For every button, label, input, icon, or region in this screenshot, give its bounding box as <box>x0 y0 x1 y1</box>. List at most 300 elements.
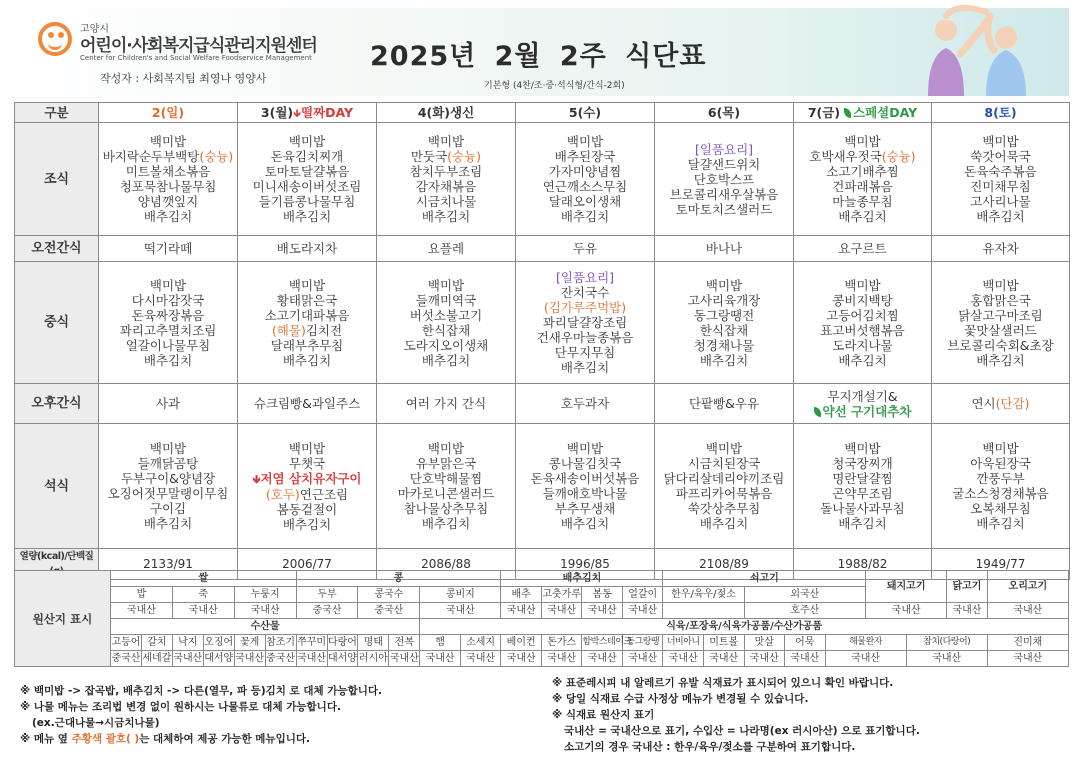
snack-cell: 배도라지차 <box>238 236 377 262</box>
menu-item: 청국장찌개 <box>832 456 893 471</box>
note-line: ※ 표준레시피 내 알레르기 유발 식재료가 표시되어 있으니 확인 바랍니다. <box>552 677 894 689</box>
origin-table-wrap <box>14 570 1069 667</box>
origin-item: 베이컨 <box>501 635 542 651</box>
menu-item: 꽈리달걀장조림 <box>542 315 628 330</box>
origin-value <box>663 603 744 619</box>
menu-item: 청경채나물 <box>693 337 755 353</box>
origin-item: 소세지 <box>460 635 501 651</box>
special-menu-tag: [일품요리] <box>694 141 754 157</box>
corner-label: 구분 <box>15 103 99 123</box>
menu-cell <box>655 424 794 549</box>
menu-cell <box>377 424 516 549</box>
meal-label-am-snack: 오전간식 <box>15 236 99 262</box>
origin-value: 국내산 <box>622 651 663 667</box>
origin-value: 국내산 <box>296 651 327 667</box>
menu-item: 배추김치 <box>143 352 193 368</box>
menu-item: 호박새우젓국(숭늉) <box>809 149 916 164</box>
down-arrow-icon: 🡻 <box>293 106 302 120</box>
origin-item: 참조기 <box>265 635 296 651</box>
menu-item: 고등어김치찜 <box>826 307 899 323</box>
calorie-cell: 2086/88 <box>377 549 516 580</box>
snack-cell: 슈크림빵&과일주스 <box>238 384 377 424</box>
menu-item: 미트볼채소볶음 <box>125 164 211 179</box>
snack-cell: 연시(단감) <box>932 384 1070 424</box>
origin-item: 꽃게 <box>234 635 265 651</box>
menu-cell <box>99 123 238 236</box>
origin-value: 국내산 <box>866 603 947 619</box>
origin-group-kimchi: 배추김치 <box>501 571 663 587</box>
origin-row-3 <box>15 603 1069 619</box>
origin-value: 국내산 <box>987 603 1068 619</box>
menu-cell <box>655 123 794 236</box>
menu-item: 마늘종무침 <box>832 194 893 209</box>
origin-item: 명태 <box>358 635 389 651</box>
center-logo-icon <box>38 22 72 56</box>
menu-item: 콩나물김칫국 <box>548 456 622 471</box>
meal-label-dinner: 석식 <box>15 424 99 549</box>
origin-item: 고등어 <box>110 635 141 651</box>
origin-value: 국내산 <box>663 651 704 667</box>
menu-item: (호두)연근조림 <box>265 486 349 502</box>
note-line: ※ 메뉴 옆 주황색 괄호( )는 대체하여 제공 가능한 메뉴입니다. <box>20 733 310 745</box>
origin-item: 해물완자 <box>825 635 906 651</box>
calorie-cell: 1988/82 <box>794 549 932 580</box>
menu-item: 토마토치즈샐러드 <box>675 201 773 217</box>
menu-item: 명란달걀찜 <box>832 471 893 486</box>
calorie-cell: 2133/91 <box>99 549 238 580</box>
meal-label-pm-snack: 오후간식 <box>15 384 99 424</box>
origin-item: 배추 <box>501 587 542 603</box>
origin-value: 중국산 <box>110 651 141 667</box>
note-line: ※ 나물 메뉴는 조리법 변경 없이 원하시는 나물류로 대체 가능합니다. <box>20 701 341 713</box>
snack-cell: 요구르트 <box>794 236 932 262</box>
day-header-mon: 3(월)🡻떨짜DAY <box>238 103 377 123</box>
menu-cell <box>794 123 932 236</box>
origin-value: 대서양 <box>203 651 234 667</box>
menu-item: 다시마감잣국 <box>131 292 205 308</box>
am-snack-row <box>15 236 1070 262</box>
menu-item: 깐풍두부 <box>976 471 1025 486</box>
menu-item: 배추김치 <box>143 516 193 531</box>
origin-item: 진미채 <box>987 635 1068 651</box>
menu-item: 백미밥 <box>427 134 465 149</box>
origin-item: 맛살 <box>744 635 785 651</box>
origin-value: 국내산 <box>389 651 420 667</box>
menu-cell <box>99 424 238 549</box>
center-name: 어린이·사회복지급식관리지원센터 <box>80 36 317 56</box>
origin-group-seafood: 수산물 <box>110 619 419 635</box>
calorie-cell: 2006/77 <box>238 549 377 580</box>
menu-cell <box>794 262 932 384</box>
calorie-cell: 1949/77 <box>932 549 1070 580</box>
menu-cell <box>238 123 377 236</box>
menu-item: 들깨닭곰탕 <box>137 456 199 471</box>
menu-item: 연근깨소스무침 <box>542 179 628 194</box>
day-header-row <box>15 103 1070 123</box>
menu-cell <box>932 123 1070 236</box>
note-line: 소고기의 경우 국내산 : 한우/육우/젖소를 구분하여 표기합니다. <box>564 741 856 753</box>
menu-cell <box>516 424 655 549</box>
menu-item: 배추김치 <box>282 516 332 532</box>
origin-value: 국내산 <box>744 651 785 667</box>
origin-item: 고춧가루 <box>541 587 582 603</box>
menu-item: 배추김치 <box>838 516 887 531</box>
meal-label-lunch: 중식 <box>15 262 99 384</box>
menu-item: 달걀샌드위치 <box>687 156 761 172</box>
menu-item: 굴소스청경채볶음 <box>952 486 1049 501</box>
menu-item: 백미밥 <box>982 134 1019 149</box>
menu-item: 닭다리살데리야끼조림 <box>663 471 785 486</box>
menu-item: (해물)김치전 <box>271 322 343 338</box>
origin-value: 국내산 <box>906 651 987 667</box>
origin-value: 국내산 <box>825 651 906 667</box>
menu-item: 배추김치 <box>282 352 332 368</box>
origin-chicken: 닭고기 <box>947 571 988 603</box>
menu-item: 홍합맑은국 <box>970 292 1031 308</box>
menu-item: 쑥갓상추무침 <box>687 501 761 516</box>
menu-item: 배추김치 <box>699 352 749 368</box>
menu-item: 무챗국 <box>288 455 326 471</box>
menu-cell <box>238 262 377 384</box>
menu-item: 시금치나물 <box>415 194 477 209</box>
menu-item: 돈육새송이버섯볶음 <box>530 471 640 486</box>
origin-value: 국내산 <box>501 651 542 667</box>
down-arrow-icon: 🡻 <box>252 472 261 486</box>
lunch-row <box>15 262 1070 384</box>
menu-cell <box>377 123 516 236</box>
menu-item: 한식잡채 <box>421 322 471 338</box>
origin-value: 중국산 <box>358 603 420 619</box>
pm-snack-row <box>15 384 1070 424</box>
note-line: ※ 당일 식재료 수급 사정상 메뉴가 변경될 수 있습니다. <box>552 693 809 705</box>
snack-cell <box>794 384 932 424</box>
menu-item: 유부맑은국 <box>415 456 477 471</box>
origin-duck: 오리고기 <box>987 571 1068 603</box>
menu-item: 백미밥 <box>288 440 326 456</box>
origin-label: 원산지 표시 <box>15 571 111 667</box>
author-line: 작성자 : 사회복지팀 최영나 영양사 <box>100 72 267 85</box>
origin-item: 콩비지 <box>420 587 501 603</box>
menu-item: 백미밥 <box>288 134 326 149</box>
menu-item: 배추된장국 <box>554 149 616 164</box>
menu-item: 🡻저염 삼치유자구이 <box>252 470 362 486</box>
menu-item: 백미밥 <box>705 277 743 293</box>
menu-item: 백미밥 <box>149 134 187 149</box>
note-line: (ex.근대나물→시금치나물) <box>32 717 160 729</box>
menu-item: 버섯소불고기 <box>409 307 483 323</box>
menu-item: 건파래볶음 <box>832 179 893 194</box>
menu-item: 황태맑은국 <box>276 292 338 308</box>
menu-item: 무지개설기& <box>827 388 898 404</box>
snack-cell: 요플레 <box>377 236 516 262</box>
menu-item: 구이김 <box>149 501 187 516</box>
menu-item: 배추김치 <box>560 360 610 375</box>
menu-item: 가자미양념찜 <box>548 164 622 179</box>
meal-label-breakfast: 조식 <box>15 123 99 236</box>
snack-cell: 떡기라떼 <box>99 236 238 262</box>
menu-item: 고사리나물 <box>970 194 1031 209</box>
origin-value: 국내산 <box>541 603 582 619</box>
menu-item: 배추김치 <box>282 209 332 224</box>
menu-item: 배추김치 <box>421 209 471 224</box>
origin-value: 국내산 <box>501 603 542 619</box>
origin-value: 국내산 <box>947 603 988 619</box>
menu-item: 아욱된장국 <box>970 456 1031 471</box>
menu-item: 들깨미역국 <box>415 292 477 308</box>
menu-item: 오징어젓무말랭이무침 <box>107 486 229 501</box>
menu-item: 표고버섯햄볶음 <box>820 322 905 338</box>
origin-value: 국내산 <box>420 651 461 667</box>
origin-item: 어묵 <box>785 635 826 651</box>
origin-item: 외국산 <box>744 587 866 603</box>
breakfast-row <box>15 123 1070 236</box>
origin-table <box>14 570 1069 667</box>
origin-row-6 <box>15 651 1069 667</box>
menu-item: 백미밥 <box>566 134 604 149</box>
menu-item: 약선 구기대추차 <box>794 404 931 419</box>
origin-value: 대서양 <box>327 651 358 667</box>
origin-item: 한우/육우/젖소 <box>663 587 744 603</box>
menu-item: 백미밥 <box>427 441 465 456</box>
menu-item: 얼갈이나물무침 <box>125 337 211 353</box>
page-subtitle: 기본형 (4찬/조·중·석식형/간식-2회) <box>484 81 625 91</box>
origin-item: 햄 <box>420 635 461 651</box>
origin-value: 국내산 <box>234 651 265 667</box>
note-line: ※ 식재료 원산지 표기 <box>552 709 655 721</box>
menu-item: 브로콜리새우살볶음 <box>669 186 779 202</box>
menu-item: 청포묵참나물무침 <box>119 179 217 194</box>
menu-item: 단무지무침 <box>554 345 616 360</box>
origin-value: 국내산 <box>582 603 623 619</box>
notes-right <box>552 675 1062 755</box>
origin-group-rice: 쌀 <box>110 571 296 587</box>
menu-cell <box>99 262 238 384</box>
origin-item: 갈치 <box>141 635 172 651</box>
menu-item: 참나물상추무침 <box>403 501 489 516</box>
menu-item: 꽃맛살샐러드 <box>964 322 1037 338</box>
origin-value: 세네갈 <box>141 651 172 667</box>
dinner-row <box>15 424 1070 549</box>
snack-cell: 두유 <box>516 236 655 262</box>
origin-item: 동그랑땡 <box>622 635 663 651</box>
origin-item: 콩국수 <box>358 587 420 603</box>
origin-pork: 돼지고기 <box>866 571 947 603</box>
origin-group-beef: 쇠고기 <box>663 571 866 587</box>
menu-item: 진미채무침 <box>970 179 1031 194</box>
menu-cell <box>655 262 794 384</box>
origin-value: 중국산 <box>265 651 296 667</box>
menu-item: 소고기배추찜 <box>826 164 899 179</box>
menu-item: 백미밥 <box>844 134 881 149</box>
origin-row-1 <box>15 571 1069 587</box>
menu-item: 달래오이생채 <box>548 194 622 209</box>
menu-table-wrap <box>14 102 1069 580</box>
menu-item: 백미밥 <box>149 441 187 456</box>
menu-item: 배추김치 <box>838 352 887 368</box>
menu-item: 도라지오이생채 <box>403 337 489 353</box>
origin-item: 참치(다랑어) <box>906 635 987 651</box>
day-header-tue: 4(화)생신 <box>377 103 516 123</box>
center-city: 고양시 <box>80 24 109 35</box>
menu-item: 백미밥 <box>149 277 187 293</box>
menu-item: 미니새송이버섯조림 <box>252 179 362 194</box>
special-menu-tag: [일품요리] <box>555 270 615 285</box>
menu-item: 백미밥 <box>844 277 881 293</box>
menu-item: 꽈리고추멸치조림 <box>119 322 217 338</box>
menu-item: 부추무생채 <box>554 501 616 516</box>
menu-item: 배추김치 <box>421 516 471 531</box>
menu-item: 도라지나물 <box>832 337 893 353</box>
menu-item: 들깨애호박나물 <box>542 486 628 501</box>
weekly-menu-table <box>14 102 1070 580</box>
page-title: 2025년 2월 2주 식단표 <box>370 41 707 72</box>
menu-item: 잔치국수 <box>560 285 610 300</box>
menu-item: 백미밥 <box>566 441 604 456</box>
origin-item: 다랑어 <box>327 635 358 651</box>
origin-value: 국내산 <box>234 603 296 619</box>
elderly-people-illustration-icon <box>886 8 1066 96</box>
menu-item: 배추김치 <box>421 352 471 368</box>
menu-cell <box>516 262 655 384</box>
menu-item: 콩비지백탕 <box>832 292 893 308</box>
menu-item: (김가루주먹밥) <box>543 300 627 315</box>
menu-cell <box>377 262 516 384</box>
snack-cell: 유자차 <box>932 236 1070 262</box>
day-header-sat: 8(토) <box>932 103 1070 123</box>
origin-item: 낙지 <box>172 635 203 651</box>
menu-item: 고사리육개장 <box>687 292 761 308</box>
menu-item: 참치두부조림 <box>409 164 483 179</box>
menu-item: 감자채볶음 <box>415 179 477 194</box>
origin-group-bean: 콩 <box>296 571 501 587</box>
origin-value: 국내산 <box>987 651 1068 667</box>
origin-item: 미트볼 <box>704 635 745 651</box>
menu-item: 배추김치 <box>143 209 193 224</box>
origin-item: 봄동 <box>582 587 623 603</box>
calorie-cell: 2108/89 <box>655 549 794 580</box>
origin-item: 함박스테이크 <box>582 635 623 651</box>
menu-item: 돈육숙주볶음 <box>964 164 1037 179</box>
menu-item: 백미밥 <box>427 277 465 293</box>
origin-value: 호주산 <box>744 603 866 619</box>
menu-item: 만둣국(숭늉) <box>410 149 482 164</box>
leaf-icon <box>814 407 821 417</box>
menu-item: 한식잡채 <box>699 322 749 338</box>
note-line: 국내산 = 국내산으로 표기, 수입산 = 나라명(ex 러시아산) 으로 표기합니다. <box>564 725 920 737</box>
menu-item: 백미밥 <box>982 277 1019 293</box>
menu-item: 단호박해물찜 <box>409 471 483 486</box>
origin-value: 중국산 <box>296 603 358 619</box>
menu-item: 돈육짜장볶음 <box>131 307 205 323</box>
day-header-wed: 5(수) <box>516 103 655 123</box>
origin-group-processed: 식육/포장육/식육가공품/수산가공품 <box>420 619 1069 635</box>
menu-item: 동그랑땡전 <box>693 307 755 323</box>
day-header-sun: 2(일) <box>99 103 238 123</box>
origin-value: 국내산 <box>622 603 663 619</box>
snack-cell: 여러 가지 간식 <box>377 384 516 424</box>
menu-item: 단호박스프 <box>693 171 755 187</box>
origin-item: 죽 <box>172 587 234 603</box>
origin-value: 국내산 <box>110 603 172 619</box>
menu-item: 닭살고구마조림 <box>958 307 1043 323</box>
menu-item: 토마토달걀볶음 <box>264 164 350 179</box>
day-header-fri: 7(금) 스페셜DAY <box>794 103 932 123</box>
menu-cell <box>932 262 1070 384</box>
menu-item: 브로콜리숙회&초장 <box>947 337 1054 353</box>
origin-item: 누룽지 <box>234 587 296 603</box>
menu-item: 배추김치 <box>560 516 610 531</box>
origin-item: 밥 <box>110 587 172 603</box>
menu-item: 두부구이&양념장 <box>120 471 216 486</box>
day-header-thu: 6(목) <box>655 103 794 123</box>
menu-item: 배추김치 <box>560 209 610 224</box>
origin-value: 국내산 <box>172 603 234 619</box>
menu-item: 바지락순두부백탕(숭늉) <box>102 149 234 164</box>
notes-left <box>20 683 540 747</box>
menu-item: 쑥갓어묵국 <box>970 149 1031 164</box>
menu-item: 돌나물사과무침 <box>820 501 905 516</box>
menu-item: 배추김치 <box>976 209 1025 224</box>
origin-row-4 <box>15 619 1069 635</box>
menu-item: 배추김치 <box>976 352 1025 368</box>
calorie-cell: 1996/85 <box>516 549 655 580</box>
note-line: ※ 백미밥 -> 잡곡밥, 배추김치 -> 다른(열무, 파 등)김치 로 대체 가능합니다. <box>20 685 383 697</box>
origin-item: 오징어 <box>203 635 234 651</box>
menu-cell <box>238 424 377 549</box>
menu-item: 백미밥 <box>705 441 743 456</box>
menu-item: 돈육김치찌개 <box>270 149 344 164</box>
menu-item: 파프리카어묵볶음 <box>675 486 773 501</box>
menu-item: 마카로니콘샐러드 <box>397 486 495 501</box>
menu-item: 백미밥 <box>844 441 881 456</box>
origin-value: 국내산 <box>420 603 501 619</box>
origin-value: 국내산 <box>704 651 745 667</box>
origin-item: 얼갈이 <box>622 587 663 603</box>
origin-item: 돈가스 <box>541 635 582 651</box>
menu-item: 소고기대파볶음 <box>264 307 350 323</box>
snack-cell: 바나나 <box>655 236 794 262</box>
menu-item: 건새우마늘종볶음 <box>536 330 634 345</box>
menu-item: 오복채무침 <box>970 501 1031 516</box>
origin-value: 국내산 <box>582 651 623 667</box>
snack-cell: 사과 <box>99 384 238 424</box>
origin-value: 국내산 <box>541 651 582 667</box>
menu-item: 봄동겉절이 <box>276 501 338 517</box>
origin-item: 전복 <box>389 635 420 651</box>
menu-item: 백미밥 <box>982 441 1019 456</box>
menu-cell <box>932 424 1070 549</box>
origin-value: 국내산 <box>460 651 501 667</box>
center-english-name: Center for Children's and Social Welfare Foodservice Management <box>80 54 312 62</box>
origin-row-5 <box>15 635 1069 651</box>
menu-cell <box>794 424 932 549</box>
menu-item: 배추김치 <box>699 516 749 531</box>
menu-item: 배추김치 <box>838 209 887 224</box>
snack-cell: 호두과자 <box>516 384 655 424</box>
menu-item: 배추김치 <box>976 516 1025 531</box>
origin-item: 두부 <box>296 587 358 603</box>
menu-cell <box>516 123 655 236</box>
leaf-icon <box>844 108 851 118</box>
menu-item: 들기름콩나물무침 <box>258 194 356 209</box>
menu-item: 시금치된장국 <box>687 456 761 471</box>
snack-cell: 단팥빵&우유 <box>655 384 794 424</box>
menu-item: 곤약무조림 <box>832 486 893 501</box>
orange-highlight: 주황색 괄호( ) <box>71 733 140 745</box>
origin-item: 너비아니 <box>663 635 704 651</box>
origin-value: 러시아 <box>358 651 389 667</box>
menu-item: 백미밥 <box>288 277 326 293</box>
